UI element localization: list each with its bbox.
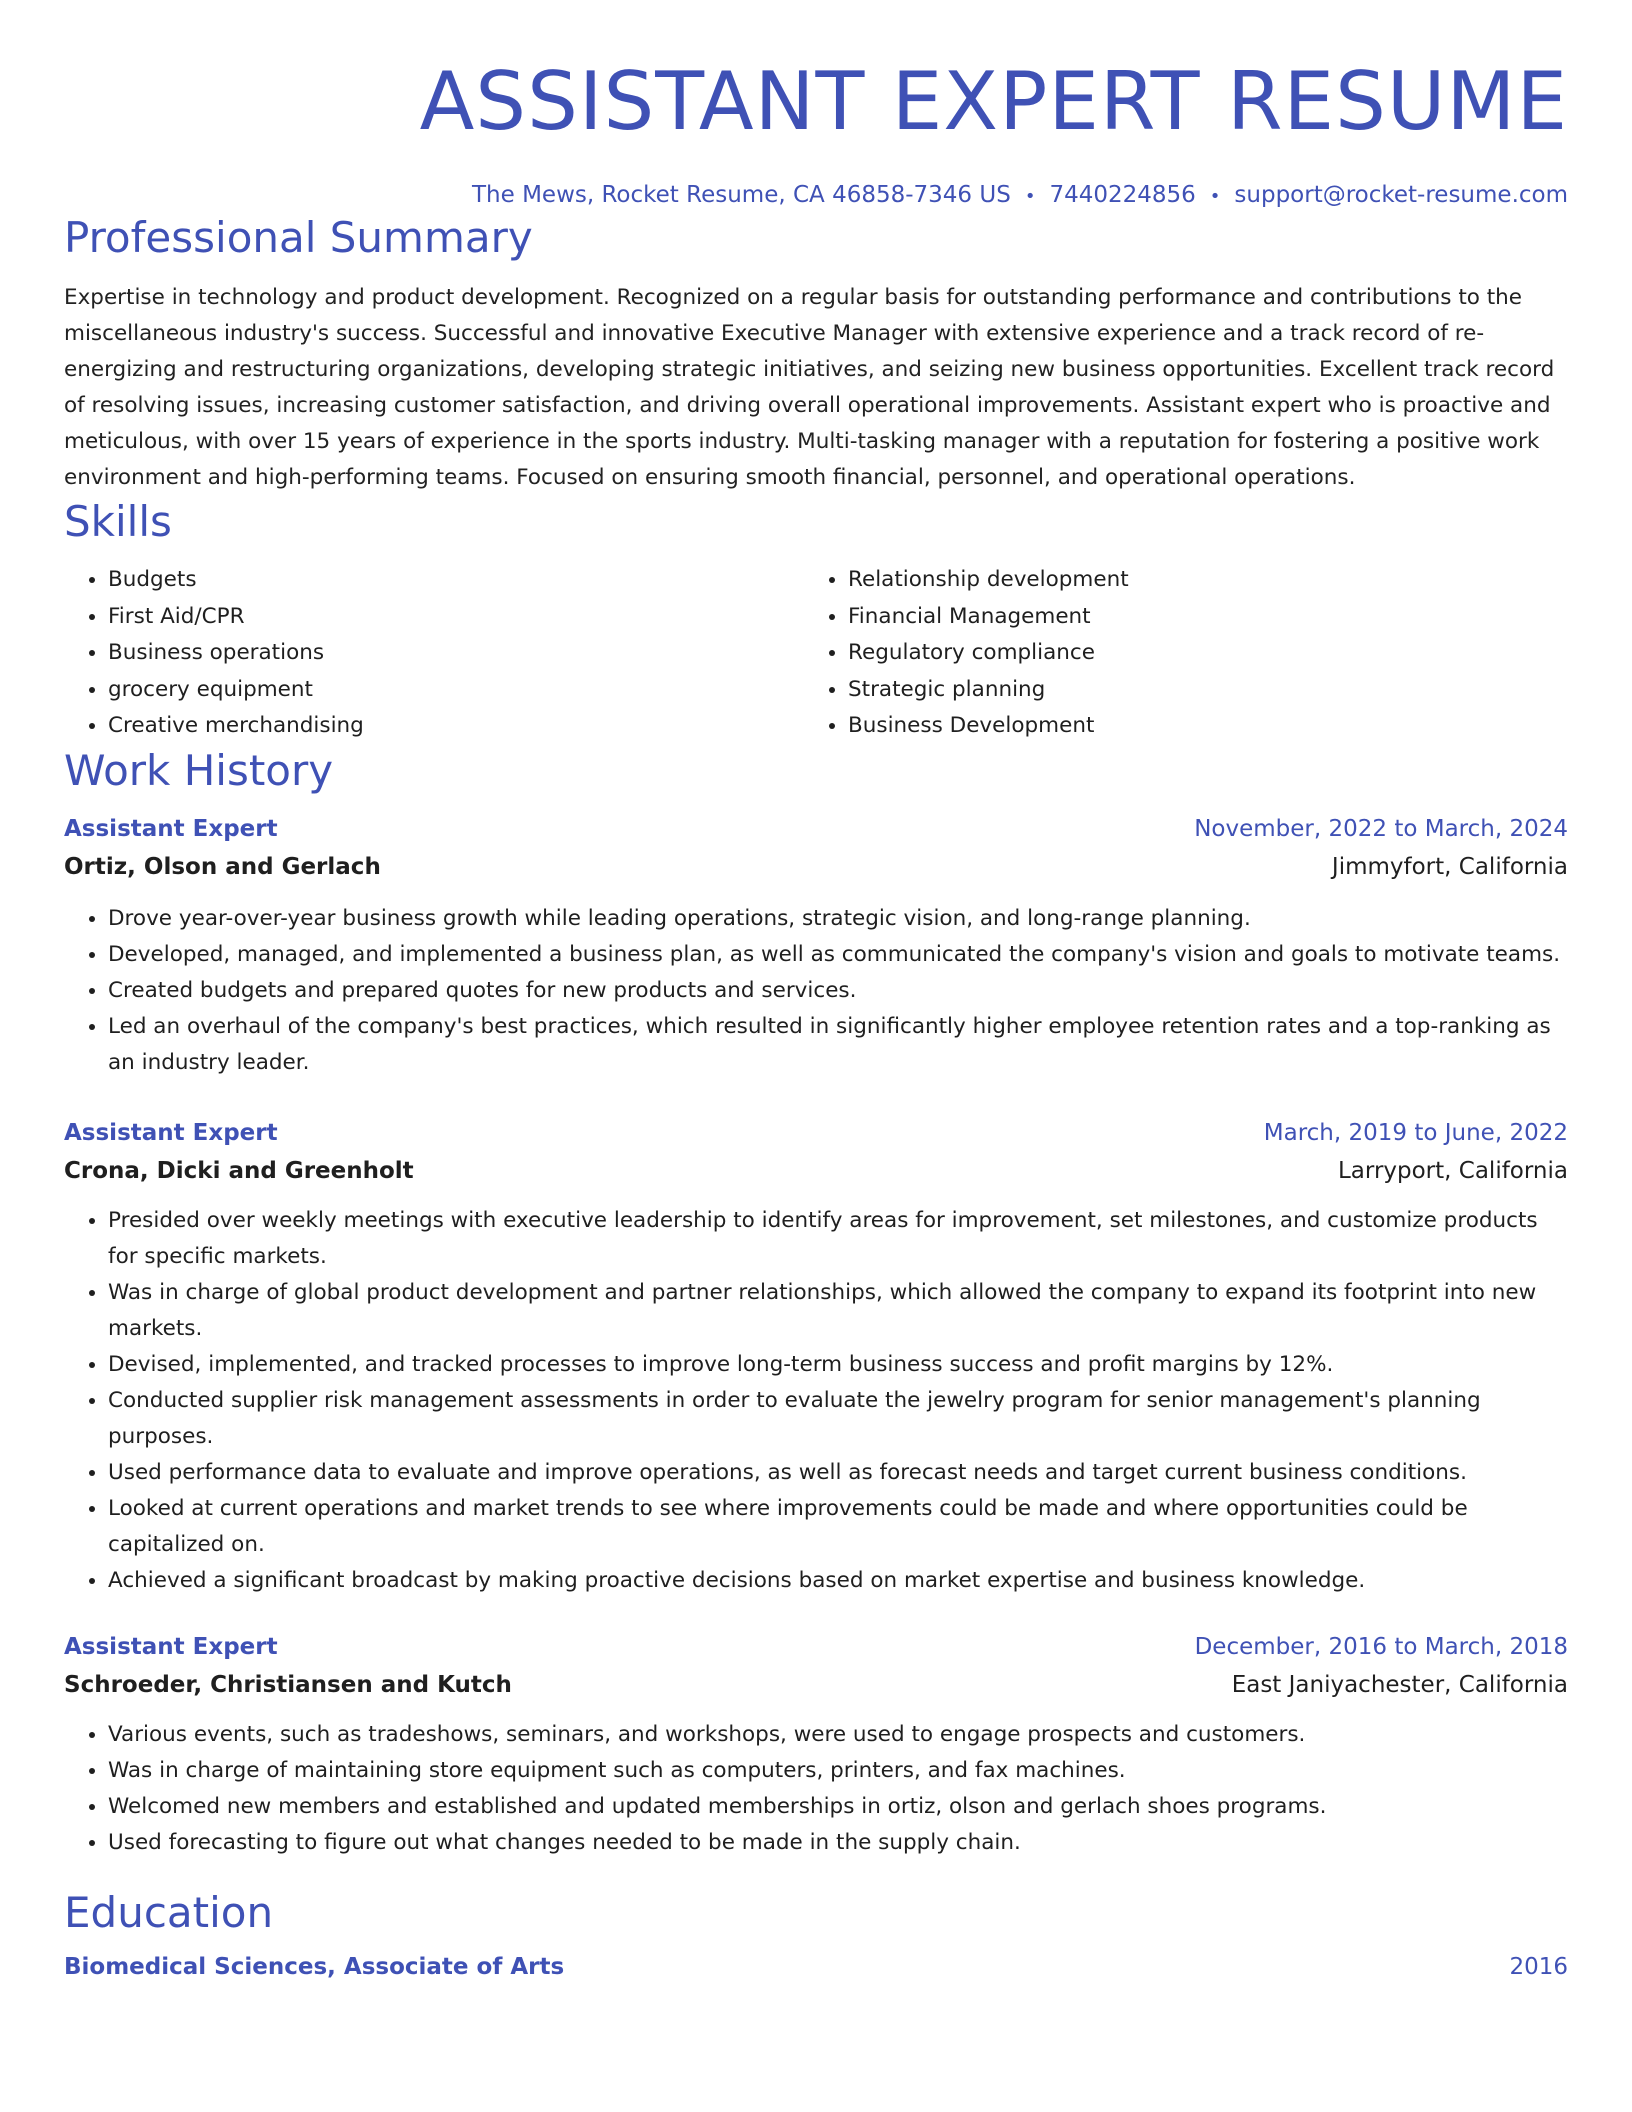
job-bullet: • Achieved a significant broadcast by making proactive decisions based on market expertise and business knowledge. (108, 1563, 1568, 1599)
job-title: Assistant Expert (64, 1633, 278, 1660)
job-bullet: • Used performance data to evaluate and improve operations, as well as forecast needs and target current business conditions. (108, 1455, 1568, 1491)
job-location: East Janiyachester, California (1231, 1671, 1568, 1698)
job-entry (64, 1629, 1568, 1861)
job-bullet: • Was in charge of global product development and partner relationships, which allowed the company to expand its footprint into new markets. (108, 1275, 1568, 1347)
job-header-row (64, 1629, 1568, 1665)
education-row (64, 1949, 1568, 1985)
job-bullets (64, 1717, 1568, 1861)
skills-heading: Skills (64, 497, 172, 546)
job-bullet: • Developed, managed, and implemented a business plan, as well as communicated the company's vision and goals to motivate teams. (108, 937, 1568, 973)
job-company-row (64, 1151, 1568, 1191)
job-bullet: • Various events, such as tradeshows, seminars, and workshops, were used to engage prospects and customers. (108, 1717, 1568, 1753)
job-bullet: • Conducted supplier risk management assessments in order to evaluate the jewelry program for senior management's planning purposes. (108, 1383, 1568, 1455)
education-year: 2016 (1509, 1953, 1568, 1980)
job-company: Ortiz, Olson and Gerlach (64, 853, 381, 880)
job-entry (64, 1115, 1568, 1599)
job-location: Jimmyfort, California (1331, 853, 1568, 880)
resume-title: ASSISTANT EXPERT RESUME (419, 55, 1568, 148)
skill-item: • Budgets (108, 562, 804, 599)
skill-item: • Regulatory compliance (848, 635, 1129, 672)
work-history-heading: Work History (64, 745, 334, 795)
skills-column-left (64, 562, 804, 745)
job-bullets (64, 901, 1568, 1081)
job-bullet: • Created budgets and prepared quotes for new products and services. (108, 973, 1568, 1009)
job-bullet: • Looked at current operations and market trends to see where improvements could be made and where opportunities could be capitalized on. (108, 1491, 1568, 1563)
address: The Mews, Rocket Resume, CA 46858-7346 US (471, 182, 1011, 208)
skills-list (64, 562, 1568, 745)
job-title: Assistant Expert (64, 1119, 278, 1146)
job-bullet: • Used forecasting to figure out what changes needed to be made in the supply chain. (108, 1825, 1568, 1861)
job-bullet: • Welcomed new members and established and updated memberships in ortiz, olson and gerlach shoes programs. (108, 1789, 1568, 1825)
job-bullet: • Led an overhaul of the company's best practices, which resulted in significantly higher employee retention rates and a top-ranking as an industry leader. (108, 1009, 1568, 1081)
job-dates: November, 2022 to March, 2024 (1194, 815, 1568, 842)
job-entry (64, 811, 1568, 1081)
education-heading: Education (64, 1887, 274, 1937)
job-bullet: • Devised, implemented, and tracked processes to improve long-term business success and profit margins by 12%. (108, 1347, 1568, 1383)
contact-line (64, 180, 1568, 212)
job-bullet: • Was in charge of maintaining store equipment such as computers, printers, and fax machines. (108, 1753, 1568, 1789)
job-header-row (64, 811, 1568, 847)
skill-item: • Relationship development (848, 562, 1129, 599)
job-title: Assistant Expert (64, 815, 278, 842)
job-bullets (64, 1203, 1568, 1599)
job-bullet: • Drove year-over-year business growth while leading operations, strategic vision, and long-range planning. (108, 901, 1568, 937)
education-degree: Biomedical Sciences, Associate of Arts (64, 1953, 565, 1980)
job-location: Larryport, California (1337, 1157, 1568, 1184)
job-bullet: • Presided over weekly meetings with executive leadership to identify areas for improvement, set milestones, and customize products for specific markets. (108, 1203, 1568, 1275)
skill-item: • First Aid/CPR (108, 599, 804, 636)
skill-item: • Financial Management (848, 599, 1129, 636)
job-header-row (64, 1115, 1568, 1151)
job-company-row (64, 847, 1568, 887)
skill-item: • Business operations (108, 635, 804, 672)
job-company: Crona, Dicki and Greenholt (64, 1157, 414, 1184)
job-company-row (64, 1665, 1568, 1705)
skill-item: • Strategic planning (848, 672, 1129, 709)
separator-dot: • (1209, 186, 1221, 207)
skills-column-right (804, 562, 1129, 745)
job-company: Schroeder, Christiansen and Kutch (64, 1671, 512, 1698)
email-link[interactable]: support@rocket-resume.com (1234, 182, 1568, 208)
skill-item: • Business Development (848, 708, 1129, 745)
job-dates: December, 2016 to March, 2018 (1194, 1633, 1568, 1660)
summary-text: Expertise in technology and product development. Recognized on a regular basis for outstanding performance and contributions to the miscellaneous industry's success. Successful and innovative Executive Manager with extensive experience and a track record of re-energizing and restructuring organizations, developing strategic initiatives, and seizing new business opportunities. Excellent track record of resolving issues, increasing customer satisfaction, and driving overall operational improvements. Assistant expert who is proactive and meticulous, with over 15 years of experience in the sports industry. Multi-tasking manager with a reputation for fostering a positive work environment and high-performing teams. Focused on ensuring smooth financial, personnel, and operational operations. (64, 285, 1555, 490)
job-dates: March, 2019 to June, 2022 (1263, 1119, 1568, 1146)
phone: 7440224856 (1049, 182, 1196, 208)
skill-item: • Creative merchandising (108, 708, 804, 745)
skill-item: • grocery equipment (108, 672, 804, 709)
separator-dot: • (1024, 186, 1036, 207)
summary-heading: Professional Summary (64, 213, 533, 262)
